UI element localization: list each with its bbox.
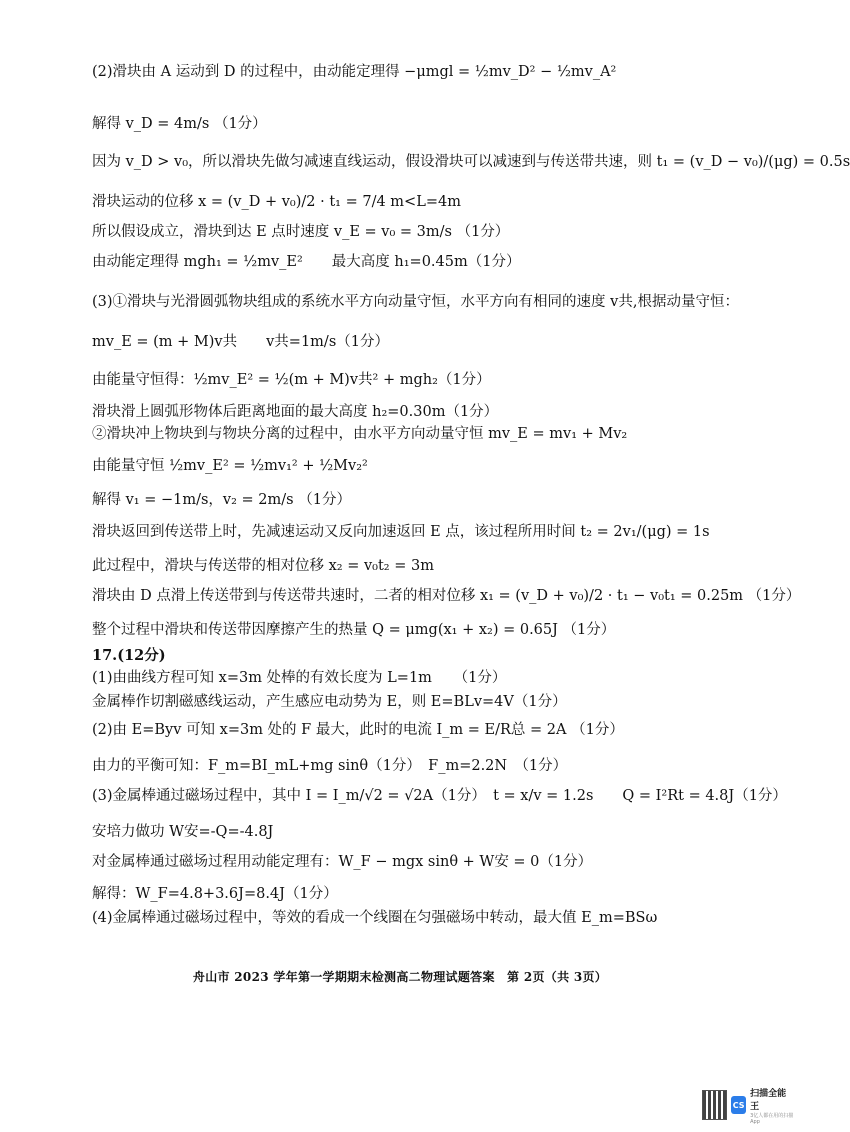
text-line: 安培力做功 W安=-Q=-4.8J [92,824,274,840]
text-line: 由能量守恒 ½mv_E² = ½mv₁² + ½Mv₂² [92,458,368,474]
section-heading: 17.(12分) [92,647,166,664]
text-line: 所以假设成立，滑块到达 E 点时速度 v_E = v₀ = 3m/s （1分） [92,224,510,240]
text-line: 整个过程中滑块和传送带因摩擦产生的热量 Q = μmg(x₁ + x₂) = 0.65J （1分） [92,622,616,638]
text-line: 解得 v_D = 4m/s （1分） [92,116,267,132]
text-line: ②滑块冲上物块到与物块分离的过程中，由水平方向动量守恒 mv_E = mv₁ + Mv₂ [92,426,628,442]
watermark-name: 扫描全能王 [750,1088,787,1112]
text-line: 解得：W_F=4.8+3.6J=8.4J（1分） [92,886,338,902]
text-line: 滑块由 D 点滑上传送带到与传送带共速时，二者的相对位移 x₁ = (v_D + v₀)/2 · t₁ − v₀t₁ = 0.25m （1分） [92,588,801,604]
text-line: (3)金属棒通过磁场过程中，其中 I = I_m/√2 = √2A（1分） t = x/v = 1.2s Q = I²Rt = 4.8J（1分） [92,788,787,804]
text-line: 由动能定理得 mgh₁ = ½mv_E² 最大高度 h₁=0.45m（1分） [92,254,521,270]
text-line: 由能量守恒得：½mv_E² = ½(m + M)v共² + mgh₂（1分） [92,372,491,388]
text-line: 此过程中，滑块与传送带的相对位移 x₂ = v₀t₂ = 3m [92,558,434,574]
text-line: (4)金属棒通过磁场过程中，等效的看成一个线圈在匀强磁场中转动，最大值 E_m=BSω [92,910,658,926]
text-line: (2)由 E=Byv 可知 x=3m 处的 F 最大，此时的电流 I_m = E/R总 = 2A （1分） [92,722,624,738]
text-line: (2)滑块由 A 运动到 D 的过程中，由动能定理得 −μmgl = ½mv_D² − ½mv_A² [92,64,617,80]
text-line: 因为 v_D > v₀，所以滑块先做匀减速直线运动，假设滑块可以减速到与传送带共速，则 t₁ = (v_D − v₀)/(μg) = 0.5s [92,154,850,170]
watermark-subtitle: 3亿人都在用的扫描App [750,1112,794,1125]
text-line: 滑块运动的位移 x = (v_D + v₀)/2 · t₁ = 7/4 m<L=4m [92,194,461,210]
text-line: 由力的平衡可知：F_m=BI_mL+mg sinθ（1分） F_m=2.2N （1分） [92,758,568,774]
text-line: 对金属棒通过磁场过程用动能定理有：W_F − mgx sinθ + W安 = 0（1分） [92,854,593,870]
text-line: (3)①滑块与光滑圆弧物块组成的系统水平方向动量守恒，水平方向有相同的速度 v共,根据动量守恒： [92,294,739,310]
text-line: 滑块返回到传送带上时，先减速运动又反向加速返回 E 点，该过程所用时间 t₂ = 2v₁/(μg) = 1s [92,524,710,540]
text-line: mv_E = (m + M)v共 v共=1m/s（1分） [92,334,389,350]
text-line: 解得 v₁ = −1m/s，v₂ = 2m/s （1分） [92,492,351,508]
page-footer: 舟山市 2023 学年第一学期期末检测高二物理试题答案 第 2页（共 3页） [192,970,608,984]
scanner-watermark [702,1086,794,1124]
camscanner-logo-icon: CS [731,1096,746,1114]
text-line: (1)由曲线方程可知 x=3m 处棒的有效长度为 L=1m （1分） [92,670,507,686]
text-line: 滑块滑上圆弧形物体后距离地面的最大高度 h₂=0.30m（1分） [92,404,499,420]
qr-code-icon [702,1090,727,1120]
text-line: 金属棒作切割磁感线运动，产生感应电动势为 E，则 E=BLv=4V（1分） [92,694,567,710]
